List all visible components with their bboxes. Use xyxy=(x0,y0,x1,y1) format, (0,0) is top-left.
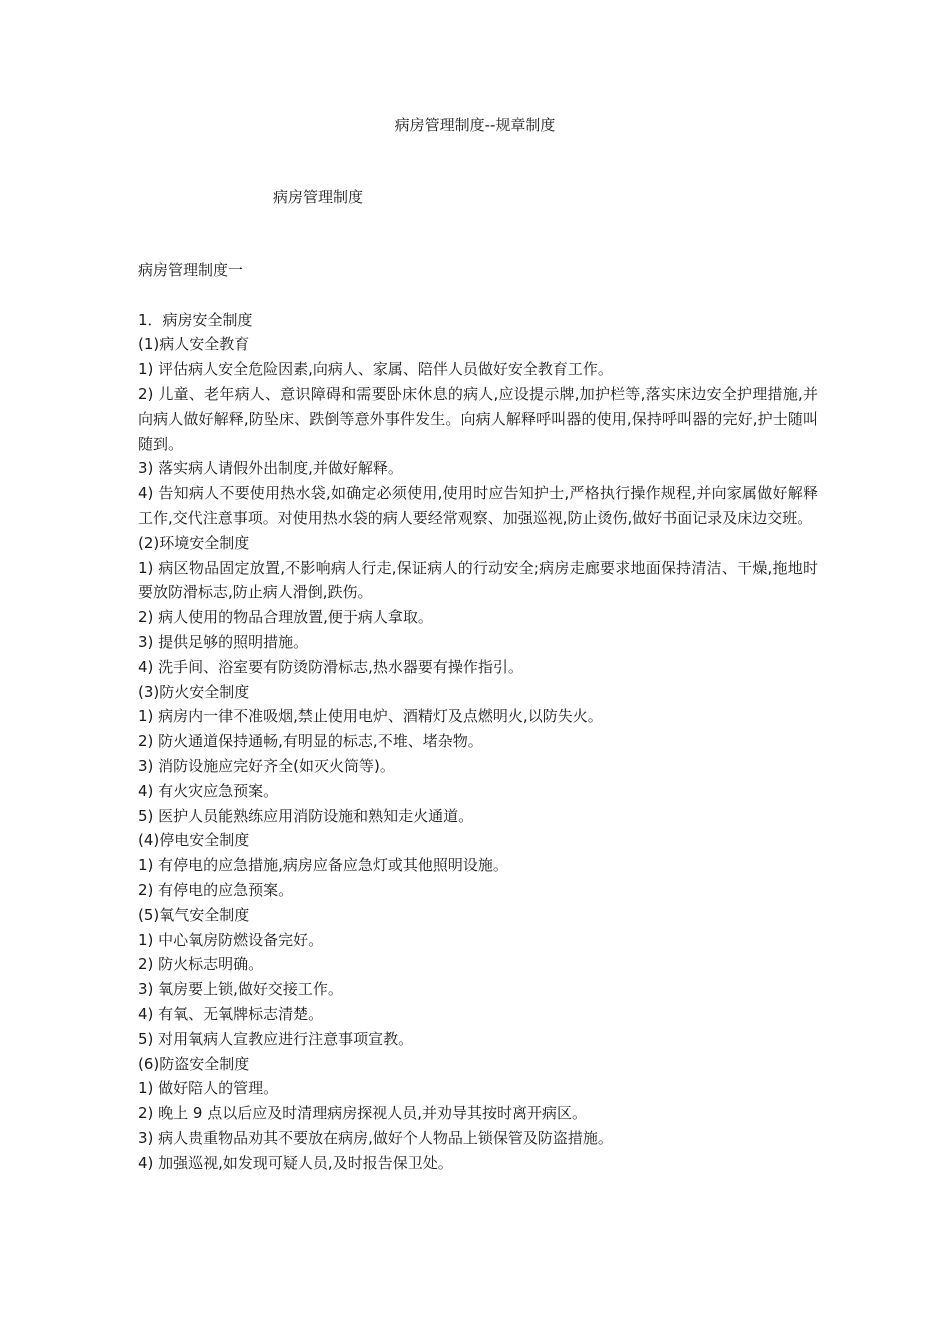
paragraph-line: 4) 告知病人不要使用热水袋,如确定必须使用,使用时应告知护士,严格执行操作规程,并向家属做好解释工作,交代注意事项。对使用热水袋的病人要经常观察、加强巡视,防止烫伤,做好书面记录及床边交班。 xyxy=(138,484,818,527)
paragraph-line: 3) 消防设施应完好齐全(如灭火筒等)。 xyxy=(138,756,395,775)
paragraph-line: 4) 洗手间、浴室要有防烫防滑标志,热水器要有操作指引。 xyxy=(138,657,523,676)
paragraph-line: 5) 对用氧病人宣教应进行注意事项宣教。 xyxy=(138,1029,414,1048)
paragraph-line: (2)环境安全制度 xyxy=(138,533,250,552)
paragraph-line: (4)停电安全制度 xyxy=(138,831,250,850)
paragraph-list xyxy=(138,308,818,1176)
document-title: 病房管理制度--规章制度 xyxy=(394,116,556,134)
paragraph-line: 4) 有氧、无氧牌标志清楚。 xyxy=(138,1004,324,1023)
paragraph-line: 2) 防火通道保持通畅,有明显的标志,不堆、堵杂物。 xyxy=(138,732,483,751)
paragraph-line: 2) 防火标志明确。 xyxy=(138,955,264,974)
paragraph-line: 4) 有火灾应急预案。 xyxy=(138,781,279,800)
paragraph-line: 1) 病房内一律不准吸烟,禁止使用电炉、酒精灯及点燃明火,以防失火。 xyxy=(138,707,603,726)
paragraph-line: 1．病房安全制度 xyxy=(138,310,253,329)
paragraph-line: 3) 病人贵重物品劝其不要放在病房,做好个人物品上锁保管及防盗措施。 xyxy=(138,1128,613,1147)
paragraph-line: 3) 氧房要上锁,做好交接工作。 xyxy=(138,980,343,999)
paragraph-line: 1) 病区物品固定放置,不影响病人行走,保证病人的行动安全;病房走廊要求地面保持清洁、干燥,拖地时要放防滑标志,防止病人滑倒,跌伤。 xyxy=(138,558,818,602)
paragraph-line: (1)病人安全教育 xyxy=(138,335,250,354)
paragraph-line: 1) 做好陪人的管理。 xyxy=(138,1079,279,1098)
document-subtitle: 病房管理制度 xyxy=(273,188,364,206)
paragraph-line: 2) 有停电的应急预案。 xyxy=(138,880,294,899)
paragraph-line: 5) 医护人员能熟练应用消防设施和熟知走火通道。 xyxy=(138,806,474,825)
paragraph-line: 2) 病人使用的物品合理放置,便于病人拿取。 xyxy=(138,608,433,627)
paragraph-line: 2) 儿童、老年病人、意识障碍和需要卧床休息的病人,应设提示牌,加护栏等,落实床边安全护理措施,并向病人做好解释,防坠床、跌倒等意外事件发生。向病人解释呼叫器的使用,保持呼叫器的完好,护士随叫随到。 xyxy=(138,384,818,453)
document-body xyxy=(138,258,818,1175)
paragraph-line: 1) 有停电的应急措施,病房应备应急灯或其他照明设施。 xyxy=(138,856,508,875)
paragraph-line: (5)氧气安全制度 xyxy=(138,905,250,924)
paragraph-line: 2) 晚上 9 点以后应及时清理病房探视人员,并劝导其按时离开病区。 xyxy=(138,1104,588,1123)
paragraph-line: 1) 评估病人安全危险因素,向病人、家属、陪伴人员做好安全教育工作。 xyxy=(138,360,613,379)
paragraph-line: 3) 提供足够的照明措施。 xyxy=(138,632,309,651)
paragraph-line: (3)防火安全制度 xyxy=(138,682,250,701)
paragraph-line: 3) 落实病人请假外出制度,并做好解释。 xyxy=(138,459,403,478)
paragraph-line: 4) 加强巡视,如发现可疑人员,及时报告保卫处。 xyxy=(138,1153,453,1172)
section-heading: 病房管理制度一 xyxy=(138,261,244,279)
paragraph-line: 1) 中心氧房防燃设备完好。 xyxy=(138,930,324,949)
paragraph-line: (6)防盗安全制度 xyxy=(138,1054,250,1073)
